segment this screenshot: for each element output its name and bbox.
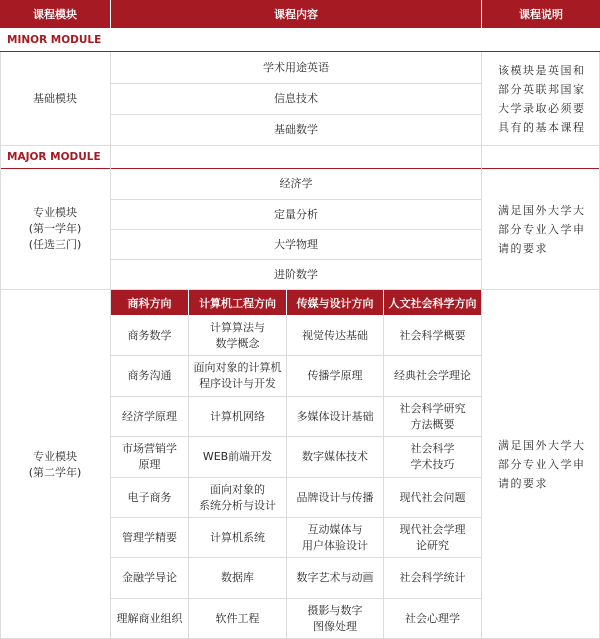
course-name: 理解商业组织 <box>116 611 183 625</box>
course-name: 管理学精要 <box>122 530 177 544</box>
course-name: 社会科学研究 方法概要 <box>399 401 466 431</box>
course-cell <box>287 478 383 517</box>
minor-course: 信息技术 <box>111 84 481 114</box>
course-name: 社会心理学 <box>405 611 460 625</box>
divider <box>111 259 481 260</box>
course-name: 社会科学统计 <box>399 571 466 584</box>
header-module: 课程模块 <box>0 0 110 28</box>
divider <box>110 52 111 639</box>
course-cell <box>111 478 188 517</box>
year1-description: 满足国外大学大部分专业入学申请的要求 <box>482 169 600 289</box>
course-cell <box>111 356 188 396</box>
course-name: 面向对象的计算机 程序设计与开发 <box>193 361 282 390</box>
course-name: 摄影与数字 图像处理 <box>307 603 363 633</box>
track-header-computer: 计算机工程方向 <box>189 290 286 315</box>
header-content: 课程内容 <box>111 0 481 28</box>
header-description: 课程说明 <box>482 0 600 28</box>
course-name: 计算机网络 <box>210 409 265 423</box>
course-name: 现代社会问题 <box>399 490 466 504</box>
course-cell <box>189 356 286 396</box>
year1-module-name: 专业模块 (第一学年) (任选三门) <box>0 169 110 289</box>
course-cell <box>111 437 188 477</box>
course-name: 社会科学概要 <box>399 328 466 342</box>
minor-description: 该模块是英国和部分英联邦国家大学录取必须要具有的基本课程 <box>482 52 600 145</box>
minor-module-name: 基础模块 <box>0 52 110 145</box>
course-cell <box>287 437 383 477</box>
course-cell <box>384 518 481 557</box>
course-name: 社会科学 学术技巧 <box>410 442 455 471</box>
year1-course: 定量分析 <box>111 200 481 229</box>
divider <box>111 229 481 230</box>
divider <box>0 145 600 146</box>
course-cell <box>384 397 481 436</box>
minor-course: 学术用途英语 <box>111 52 481 83</box>
course-cell <box>189 599 286 638</box>
divider <box>481 52 482 639</box>
course-cell <box>111 599 188 638</box>
course-cell <box>111 518 188 557</box>
course-cell <box>111 397 188 436</box>
year1-course: 进阶数学 <box>111 260 481 289</box>
course-cell <box>287 558 383 598</box>
course-cell <box>384 316 481 355</box>
track-header-media: 传媒与设计方向 <box>287 290 383 315</box>
year2-description: 满足国外大学大部分专业入学申请的要求 <box>482 290 600 639</box>
divider <box>383 315 384 639</box>
course-name: 经典社会学理论 <box>394 369 471 382</box>
course-name: 互动媒体与 用户体验设计 <box>302 522 368 552</box>
course-name: 金融学导论 <box>122 571 177 584</box>
course-cell <box>287 599 383 638</box>
divider <box>286 315 287 639</box>
year2-module-name: 专业模块 (第二学年) <box>0 290 110 639</box>
year1-course: 大学物理 <box>111 230 481 259</box>
course-cell <box>287 316 383 355</box>
course-name: 传播学原理 <box>307 369 363 382</box>
course-cell <box>111 558 188 598</box>
course-cell <box>384 599 481 638</box>
minor-section-label: MINOR MODULE <box>0 29 600 51</box>
track-header-humanities: 人文社会科学方向 <box>384 290 481 315</box>
divider <box>0 52 1 639</box>
minor-course: 基础数学 <box>111 115 481 145</box>
track-header-business: 商科方向 <box>111 290 188 315</box>
divider <box>188 315 189 639</box>
course-name: WEB前端开发 <box>202 450 273 463</box>
course-cell <box>189 397 286 436</box>
course-name: 数字艺术与动画 <box>296 571 374 584</box>
divider <box>111 114 481 115</box>
course-name: 数字媒体技术 <box>302 450 368 463</box>
year1-course: 经济学 <box>111 169 481 199</box>
course-name: 计算机系统 <box>210 530 265 544</box>
course-name: 品牌设计与传播 <box>296 490 374 504</box>
course-cell <box>189 437 286 477</box>
course-cell <box>384 558 481 598</box>
course-name: 多媒体设计基础 <box>296 409 374 423</box>
course-name: 计算算法与 数学概念 <box>210 320 265 350</box>
course-cell <box>189 478 286 517</box>
course-name: 市场营销学 原理 <box>122 442 177 471</box>
course-name: 现代社会学理 论研究 <box>399 522 466 552</box>
course-cell <box>189 518 286 557</box>
course-name: 视觉传达基础 <box>302 328 368 342</box>
course-cell <box>287 518 383 557</box>
course-name: 经济学原理 <box>122 409 177 423</box>
course-name: 软件工程 <box>215 611 260 625</box>
course-name: 面向对象的 系统分析与设计 <box>199 482 276 512</box>
course-cell <box>189 558 286 598</box>
course-cell <box>287 356 383 396</box>
course-name: 电子商务 <box>127 490 172 504</box>
course-name: 商务数学 <box>127 328 172 342</box>
course-cell <box>384 478 481 517</box>
course-cell <box>189 316 286 355</box>
course-cell <box>384 356 481 396</box>
major-section-label: MAJOR MODULE <box>0 146 600 168</box>
divider <box>111 199 481 200</box>
course-cell <box>287 397 383 436</box>
divider <box>0 289 600 290</box>
course-name: 数据库 <box>221 571 254 584</box>
course-cell <box>111 316 188 355</box>
course-cell <box>384 437 481 477</box>
course-name: 商务沟通 <box>127 369 172 382</box>
divider <box>111 83 481 84</box>
